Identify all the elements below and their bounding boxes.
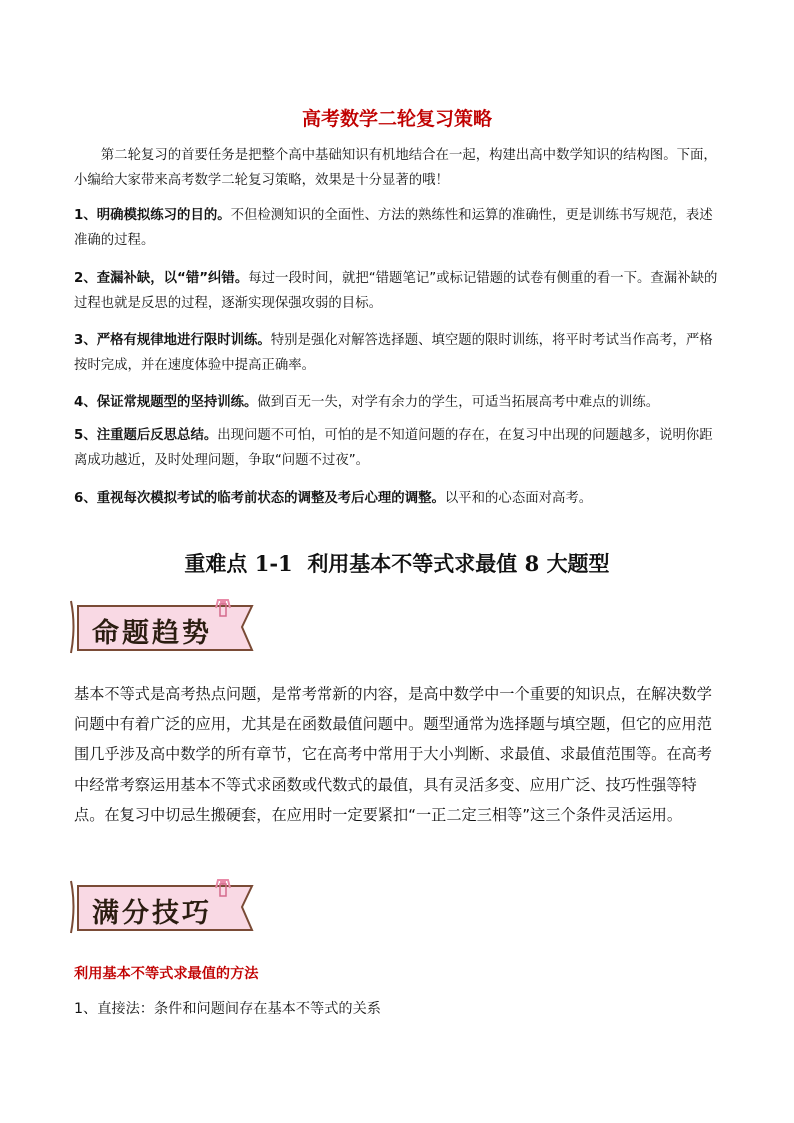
strategy-text: 做到百无一失，对学有余力的学生，可适当拓展高考中难点的训练。: [257, 395, 660, 410]
topic-heading: [0, 548, 794, 578]
trend-banner: [68, 598, 266, 656]
topic-number: 1-1: [254, 551, 293, 576]
strategy-text: 不但检测知识的全面性、方法的熟练性和运算的准确性，更是训练书写规范，表述准确的过程。: [74, 208, 713, 248]
strategy-text: 出现问题不可怕，可怕的是不知道问题的存在，在复习中出现的问题越多，说明你距离成功越近，及时处理问题，争取“问题不过夜”。: [74, 428, 713, 468]
intro-paragraph: 第二轮复习的首要任务是把整个高中基础知识有机地结合在一起，构建出高中数学知识的结构图。下面，小编给大家带来高考数学二轮复习策略，效果是十分显著的哦！: [74, 148, 717, 188]
method-item: 1、直接法：条件和问题间存在基本不等式的关系: [74, 1001, 381, 1017]
strategy-item: [74, 390, 724, 415]
strategy-lead: 1、明确模拟练习的目的。: [74, 208, 231, 223]
skills-banner-label: 满分技巧: [92, 898, 212, 929]
topic-suffix: 大题型: [546, 552, 610, 576]
trend-banner-label: 命题趋势: [92, 618, 212, 649]
topic-prefix: 重难点: [184, 552, 248, 576]
document-title: 高考数学二轮复习策略: [301, 108, 492, 130]
strategy-lead: 4、保证常规题型的坚持训练。: [74, 395, 258, 410]
strategy-lead: 5、注重题后反思总结。: [74, 428, 218, 443]
strategy-lead: 3、严格有规律地进行限时训练。: [74, 333, 271, 348]
strategy-lead: 2、查漏补缺，以“错”纠错。: [74, 271, 249, 286]
strategy-item: [74, 328, 724, 378]
strategy-text: 每过一段时间，就把“错题笔记”或标记错题的试卷有侧重的看一下。查漏补缺的过程也就是反思的过程，逐渐实现保强攻弱的目标。: [74, 271, 718, 311]
skills-banner: [68, 878, 266, 936]
strategy-text: 特别是强化对解答选择题、填空题的限时训练，将平时考试当作高考，严格按时完成，并在速度体验中提高正确率。: [74, 333, 713, 373]
strategy-item: [74, 266, 724, 316]
trend-paragraph: 基本不等式是高考热点问题，是常考常新的内容，是高中数学中一个重要的知识点，在解决数学问题中有着广泛的应用，尤其是在函数最值问题中。题型通常为选择题与填空题，但它的应用范围几乎涉及高中数学的所有章节，它在高考中常用于大小判断、求最值、求最值范围等。在高考中经常考察运用基本不等式求函数或代数式的最值，具有灵活多变、应用广泛、技巧性强等特点。在复习中切忌生搬硬套，在应用时一定要紧扣“一正二定三相等”这三个条件灵活运用。: [74, 685, 712, 824]
topic-count: 8: [524, 551, 540, 576]
strategy-lead: 6、重视每次模拟考试的临考前状态的调整及考后心理的调整。: [74, 491, 445, 506]
strategy-item: [74, 423, 724, 473]
topic-main: 利用基本不等式求最值: [307, 552, 518, 576]
strategy-item: [74, 203, 724, 253]
strategy-item: [74, 486, 724, 511]
strategy-text: 以平和的心态面对高考。: [444, 491, 593, 506]
method-title: 利用基本不等式求最值的方法: [74, 966, 259, 982]
